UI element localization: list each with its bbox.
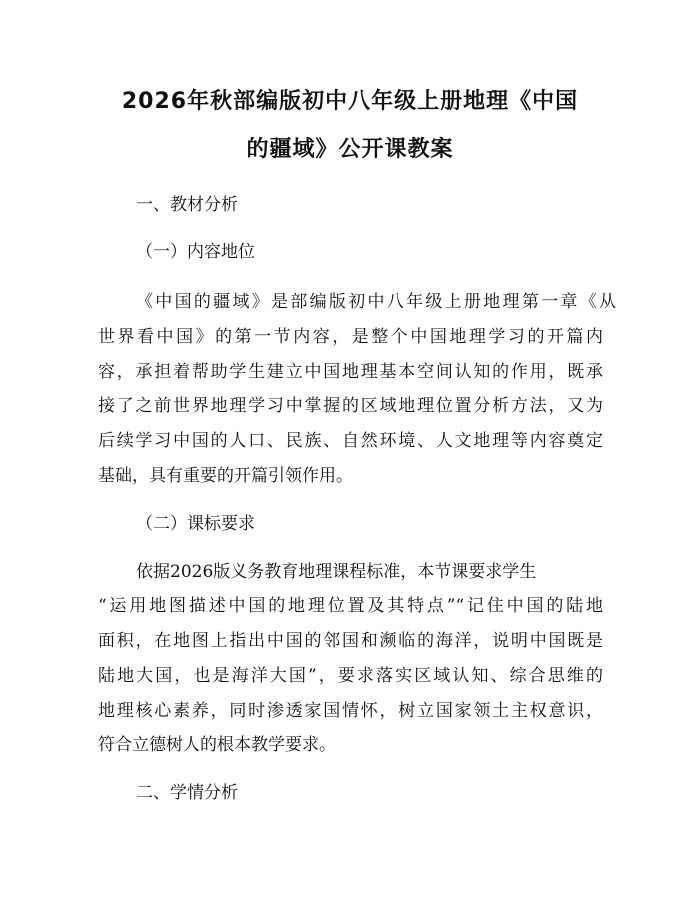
paragraph-1-line-1: 《中国的疆域》是部编版初中八年级上册地理第一章《从	[136, 292, 616, 312]
paragraph-2-line-4: 陆地大国，也是海洋大国”，要求落实区域认知、综合思维的	[98, 666, 603, 686]
document-title-line-1: 2026年秋部编版初中八年级上册地理《中国	[121, 89, 579, 114]
document-title-line-2: 的疆域》公开课教案	[246, 137, 454, 162]
subheading-curriculum-requirements: （二）课标要求	[136, 514, 255, 534]
paragraph-2-line-6: 符合立德树人的根本教学要求。	[98, 735, 336, 755]
paragraph-2-line-5: 地理核心素养，同时渗透家国情怀，树立国家领土主权意识，	[98, 701, 603, 721]
subheading-content-position: （一）内容地位	[136, 242, 255, 262]
paragraph-2-line-1: 依据2026版义务教育地理课程标准，本节课要求学生	[136, 562, 537, 582]
paragraph-1-line-3: 容，承担着帮助学生建立中国地理基本空间认知的作用，既承	[98, 362, 603, 382]
section-heading-textbook-analysis: 一、教材分析	[136, 195, 238, 215]
paragraph-2-line-3: 面积，在地图上指出中国的邻国和濒临的海洋，说明中国既是	[98, 631, 603, 651]
paragraph-1-line-4: 接了之前世界地理学习中掌握的区域地理位置分析方法，又为	[98, 396, 603, 416]
paragraph-1-line-6: 基础，具有重要的开篇引领作用。	[98, 466, 353, 486]
paragraph-1-line-5: 后续学习中国的人口、民族、自然环境、人文地理等内容奠定	[98, 431, 603, 451]
paragraph-1-line-2: 世界看中国》的第一节内容，是整个中国地理学习的开篇内	[98, 327, 603, 347]
paragraph-2-line-2: “运用地图描述中国的地理位置及其特点”“记住中国的陆地	[98, 596, 603, 616]
section-heading-student-analysis: 二、学情分析	[136, 783, 238, 803]
